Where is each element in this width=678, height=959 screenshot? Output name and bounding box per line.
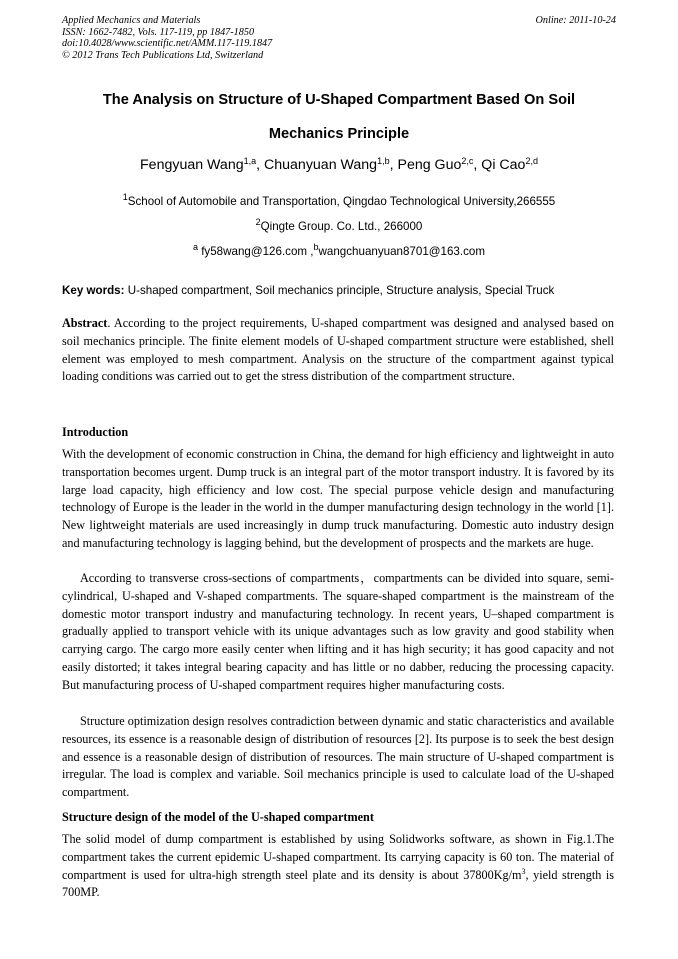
affiliation-superscript: 1 <box>122 192 128 202</box>
keywords-text: U-shaped compartment, Soil mechanics principle, Structure analysis, Special Truck <box>124 284 555 297</box>
affiliation-1 <box>40 192 638 208</box>
paper-title-line-1: The Analysis on Structure of U-Shaped Compartment Based On Soil <box>102 92 576 108</box>
issn-line: ISSN: 1662-7482, Vols. 117-119, pp 1847-1850 <box>62 26 255 38</box>
journal-name: Applied Mechanics and Materials <box>62 15 201 26</box>
paper-title-line-2: Mechanics Principle <box>268 126 410 142</box>
structure-text-tail: , yield strength is 700MP. <box>62 867 615 900</box>
structure-text: The solid model of dump compartment is established by using Solidworks software, as shown in Fig.1.The compartment takes the current epidemic U-shaped compartment. Its carrying capacity is 60 ton. The material of compartment is used for ultra-high strength steel plate and its density is about 37800Kg/m <box>62 832 614 882</box>
abstract-paragraph <box>62 315 614 386</box>
doi-line: doi:10.4028/www.scientific.net/AMM.117-119.1847 <box>62 38 273 50</box>
author-superscript: 2,c <box>461 156 474 166</box>
author-name: Qi Cao <box>481 157 526 173</box>
structure-design-paragraph <box>62 831 614 902</box>
affiliation-superscript: 2 <box>255 217 261 227</box>
affiliation-2 <box>40 217 638 233</box>
author-superscript: 1,a <box>243 156 257 166</box>
email-a: fy58wang@126.com , <box>197 245 314 258</box>
author-name: Fengyuan Wang <box>140 157 244 173</box>
author-superscript: 2,d <box>525 156 538 166</box>
introduction-heading: Introduction <box>62 425 129 439</box>
author-emails <box>40 242 638 258</box>
structure-design-heading: Structure design of the model of the U-shaped compartment <box>62 810 374 824</box>
affiliation-text: Qingte Group. Co. Ltd., 266000 <box>260 220 423 233</box>
author-name: Chuanyuan Wang <box>264 157 378 173</box>
introduction-paragraph-3: Structure optimization design resolves contradiction between dynamic and static characteristics and available resources, its essence is a reasonable design of distribution of resources [2]. Its purpose is to seek the best design and essence is a reasonable design of distribution of resources. The main structure of U-shaped compartment is irregular. The load is complex and variable. Soil mechanics principle is used to calculate load of the U-shaped compartment. <box>62 714 614 800</box>
introduction-paragraph-2: According to transverse cross-sections of compartments，compartments can be divided into square, semi-cylindrical, U-shaped and V-shaped compartments. The square-shaped compartment is the mainstream of the domestic motor transport industry and manufacturing technology. In recent years, U–shaped compartment is gradually applied to transport vehicle with its unique advantages such as low gravity and good stability when carrying cargo. The cargo more easily center when lifting and it has high security; it has good capacity and not easily distorted; it takes integral bearing capacity and has little or no dabber, reducing the processing capacity. But manufacturing process of U-shaped compartment requires higher manufacturing costs. <box>62 571 614 692</box>
keywords-line <box>62 284 618 297</box>
email-b: wangchuanyuan8701@163.com <box>318 245 486 258</box>
online-date: Online: 2011-10-24 <box>535 15 616 26</box>
unit-superscript: 3 <box>521 866 526 876</box>
affiliation-text: School of Automobile and Transportation, Qingdao Technological University,266555 <box>127 195 556 208</box>
author-list: Fengyuan Wang$^{1,a}$, Chuanyuan Wang$^{1,b}$, Peng Guo$^{2,c}$, Qi Cao$^{2,d}$ <box>140 156 538 173</box>
copyright-line: © 2012 Trans Tech Publications Ltd, Switzerland <box>62 49 264 61</box>
abstract-text: . According to the project requirements, U-shaped compartment was designed and analysed based on soil mechanics principle. The finite element models of U-shaped compartment structure were established, shell element was employed to mesh compartment. Analysis on the structure of the compartment against typical loading conditions was carried out to get the stress distribution of the compartment structure. <box>62 316 614 384</box>
journal-header <box>62 15 616 61</box>
author-name: Peng Guo <box>397 157 462 173</box>
email-superscript: b <box>313 242 319 252</box>
email-superscript: a <box>192 242 198 252</box>
abstract-label: Abstract <box>62 316 108 330</box>
author-superscript: 1,b <box>377 156 390 166</box>
keywords-label: Key words: <box>62 284 125 297</box>
introduction-paragraph-1: With the development of economic construction in China, the demand for high efficiency and lightweight in auto transportation becomes urgent. Dump truck is an integral part of the motor transport industry. It is favored by its large load capacity, high efficiency and low cost. The special purpose vehicle design and manufacturing technology of Europe is the leader in the world in the dumper manufacturing design technology in the world [1]. New lightweight materials are used increasingly in dump truck manufacturing. Domestic auto industry design and manufacturing technology is lagging behind, but the development of prospects and the markets are huge. <box>62 447 614 550</box>
